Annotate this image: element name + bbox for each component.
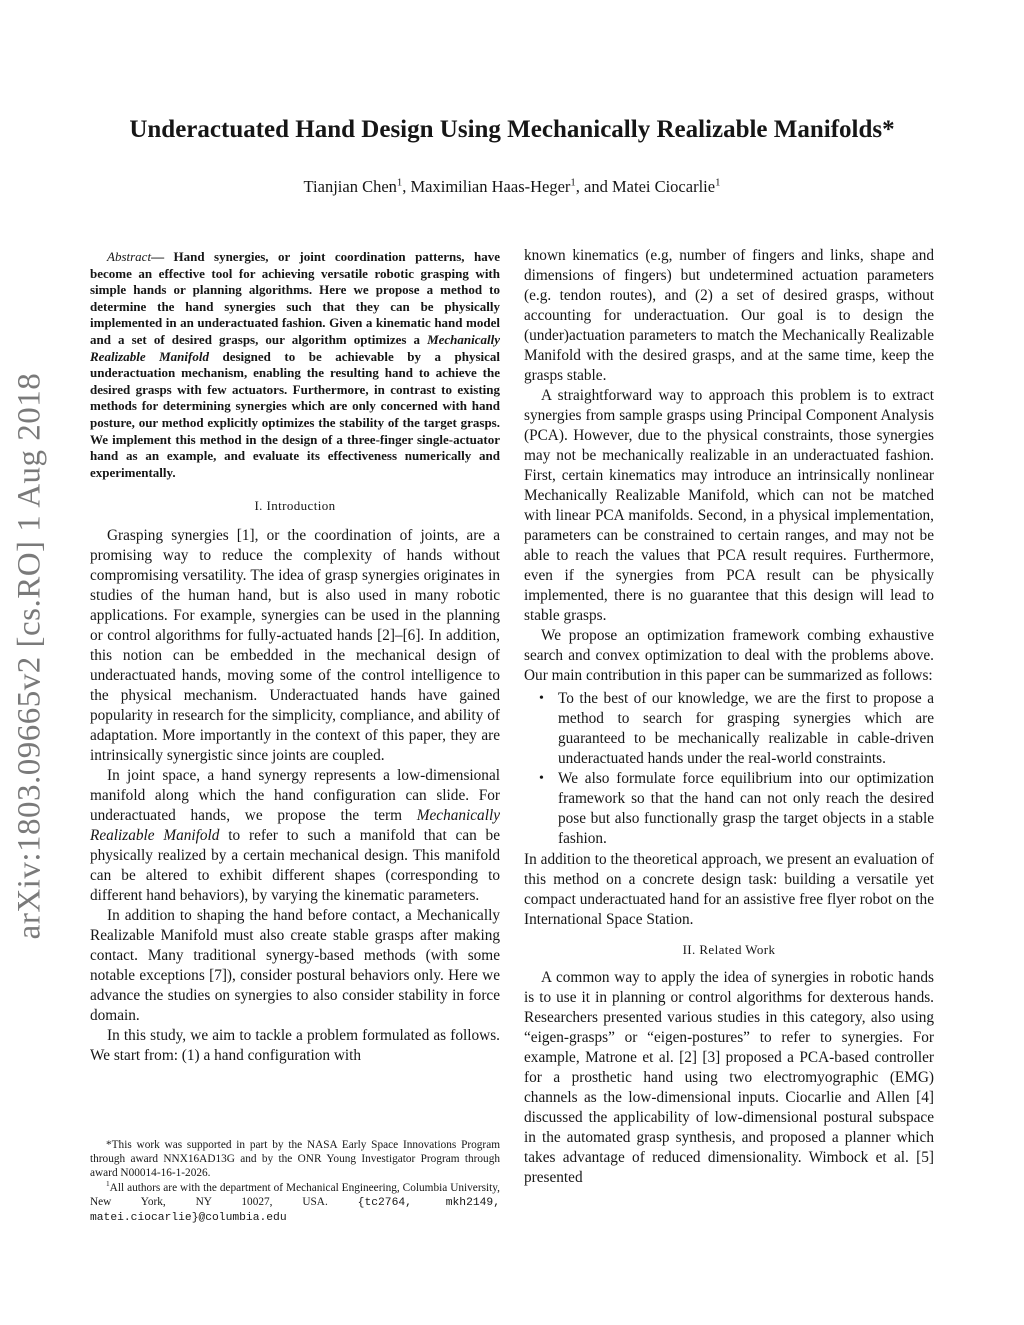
footnote-affiliation: [90, 1178, 500, 1226]
arxiv-id: arXiv:1803.09665v2 [cs.RO] 1 Aug 2018: [11, 372, 48, 940]
list-item: [539, 689, 934, 769]
author-emails: {tc2764, mkh2149, matei.ciocarlie}@columbia.edu: [90, 1196, 500, 1225]
section-heading-related-work: II. Related Work: [682, 942, 776, 957]
paragraph: Grasping synergies [1], or the coordination of joints, are a promising way to reduce the complexity of hands without compromising versatility. The idea of grasp synergies originates in studies of the human hand, but is also used in many robotic applications. For example, synergies can be used in the planning or control algorithms for fully-actuated hands [2]–[6]. In addition, this notion can be embedded in the mechanical design of underactuated hands, moving some of the control intelligence to the physical mechanism. Underactuated hands have gained popularity in research for the simplicity, compliance, and ability of adaptation. More importantly in the context of this paper, they are intrinsically synergistic since joints are coupled.: [90, 527, 500, 765]
abstract-text: Hand synergies, or joint coordination patterns, have become an effective tool for achieving versatile robotic grasping with simple hands or planning algorithms. Here we propose a method to determine the hand synergies such that they can be physically implemented in an underactuated fashion. Given a kinematic hand model and a set of desired grasps, our algorithm optimizes a: [90, 249, 500, 347]
abstract-label: Abstract: [107, 249, 152, 264]
left-column: [90, 246, 500, 1066]
paragraph: In this study, we aim to tackle a problem formulated as follows. We start from: (1) a hand configuration with: [90, 1027, 500, 1065]
abstract: [90, 249, 500, 481]
list-item-text: We also formulate force equilibrium into our optimization framework so that the hand can not only reach the desired pose but also functionally grasp the target objects in a stable fashion.: [558, 770, 934, 847]
author-name: Matei Ciocarlie: [611, 177, 716, 196]
bullet-icon: •: [539, 691, 544, 706]
paragraph: A straightforward way to approach this problem is to extract synergies from sample grasps using Principal Component Analysis (PCA). However, due to the physical constraints, those synergies may not be mechanically realizable in an underactuated fashion. First, certain kinematics may introduce an intrinsically nonlinear Mechanically Realizable Manifold, which can not be matched with linear PCA manifolds. Second, in a physical implementation, parameters can be constrained to certain ranges, and may not be able to reach the values that PCA result requires. Furthermore, even if the synergies from PCA result can be physically implemented, there is no guarantee that this design will lead to stable grasps.: [524, 387, 934, 624]
footnote-text: All authors are with the department of Mechanical Engineering, Columbia University, New York, NY 10027, USA.: [90, 1181, 500, 1208]
footnote-funding: *This work was supported in part by the NASA Early Space Innovations Program through award NNX16AD13G and by the ONR Young Investigator Program through award N00014-16-1-2026.: [90, 1139, 500, 1180]
arxiv-sidebar-stamp: [8, 356, 52, 956]
contribution-list: [524, 689, 934, 849]
author-name: Maximilian Haas-Heger: [410, 177, 571, 196]
affiliation-mark: 1: [715, 176, 721, 189]
abstract-term: Mechanically Realizable Manifold: [90, 331, 500, 364]
paragraph-text: In joint space, a hand synergy represents a low-dimensional manifold along which the hand configuration can slide. For underactuated hands, we propose the term: [90, 767, 500, 825]
section-heading-introduction: I. Introduction: [254, 498, 336, 514]
bullet-icon: •: [539, 771, 544, 786]
author-name: Tianjian Chen: [303, 177, 397, 196]
paper-title: Underactuated Hand Design Using Mechanically Realizable Manifolds*: [129, 116, 895, 143]
right-column: [524, 246, 934, 1188]
author-separator: , and: [575, 177, 612, 196]
footnotes: [90, 1138, 500, 1225]
paragraph: We propose an optimization framework combing exhaustive search and convex optimization to deal with the problems above. Our main contribution in this paper can be summarized as follows:: [524, 627, 934, 684]
paragraph: known kinematics (e.g, number of fingers and links, shape and dimensions of fingers) but undetermined actuation parameters (e.g. tendon routes), and (2) a set of desired grasps, without accounting for underactuation. Our goal is to design the (under)actuation parameters to match the Mechanically Realizable Manifold with the desired grasps, and at the same time, keep the grasps stable.: [524, 247, 934, 384]
abstract-dash: —: [151, 249, 174, 264]
list-item: [539, 769, 934, 849]
abstract-text: designed to be achievable by a physical underactuation mechanism, enabling the resulting hand to achieve the desired grasps with few actuators. Furthermore, in contrast to existing methods for determining synergies which are only concerned with hand posture, our method explicitly optimizes the stability of the target grasps. We implement this method in the design of a three-finger single-actuator hand as an example, and evaluate its effectiveness numerically and experimentally.: [90, 348, 501, 480]
paragraph: [90, 766, 500, 906]
paragraph-text: to refer to such a manifold that can be physically realized by a certain mechanical design. This manifold can be altered to exhibit different shapes (corresponding to different hand behaviors), by varying the kinematic parameters.: [90, 827, 500, 905]
paragraph: A common way to apply the idea of synergies in robotic hands is to use it in planning or control algorithms for dexterous hands. Researchers presented various studies in this category, also using “eigen-grasps” or “eigen-postures” to refer to synergies. For example, Matrone et al. [2] [3] proposed a PCA-based controller for a prosthetic hand using two electromyographic (EMG) channels as the low-dimensional inputs. Ciocarlie and Allen [4] discussed the applicability of low-dimensional postural subspace in the automated grasp synthesis, and proposed a planner which takes advantage of reduced dimensionality. Wimbock et al. [5] presented: [524, 969, 934, 1186]
author-separator: ,: [402, 177, 411, 196]
affiliation-mark: 1: [396, 176, 403, 189]
paragraph: In addition to shaping the hand before contact, a Mechanically Realizable Manifold must also create stable grasps after making contact. Many traditional synergy-based methods (with some notable exceptions [7]), consider postural behaviors only. Here we advance the studies on synergies to also consider stability in force domain.: [90, 907, 500, 1025]
list-item-text: To the best of our knowledge, we are the first to propose a method to search for grasping synergies which are guaranteed to be mechanically realizable in cable-driven underactuated hands under the real-world constraints.: [558, 690, 934, 767]
emphasized-term: Mechanically Realizable Manifold: [90, 807, 500, 845]
affiliation-mark: 1: [570, 176, 576, 189]
paragraph: In addition to the theoretical approach, we present an evaluation of this method on a concrete design task: building a versatile yet compact underactuated hand for an assistive free flyer robot on the International Space Station.: [524, 851, 934, 928]
author-list: [0, 177, 1024, 197]
footnote-mark: 1: [106, 1178, 110, 1188]
